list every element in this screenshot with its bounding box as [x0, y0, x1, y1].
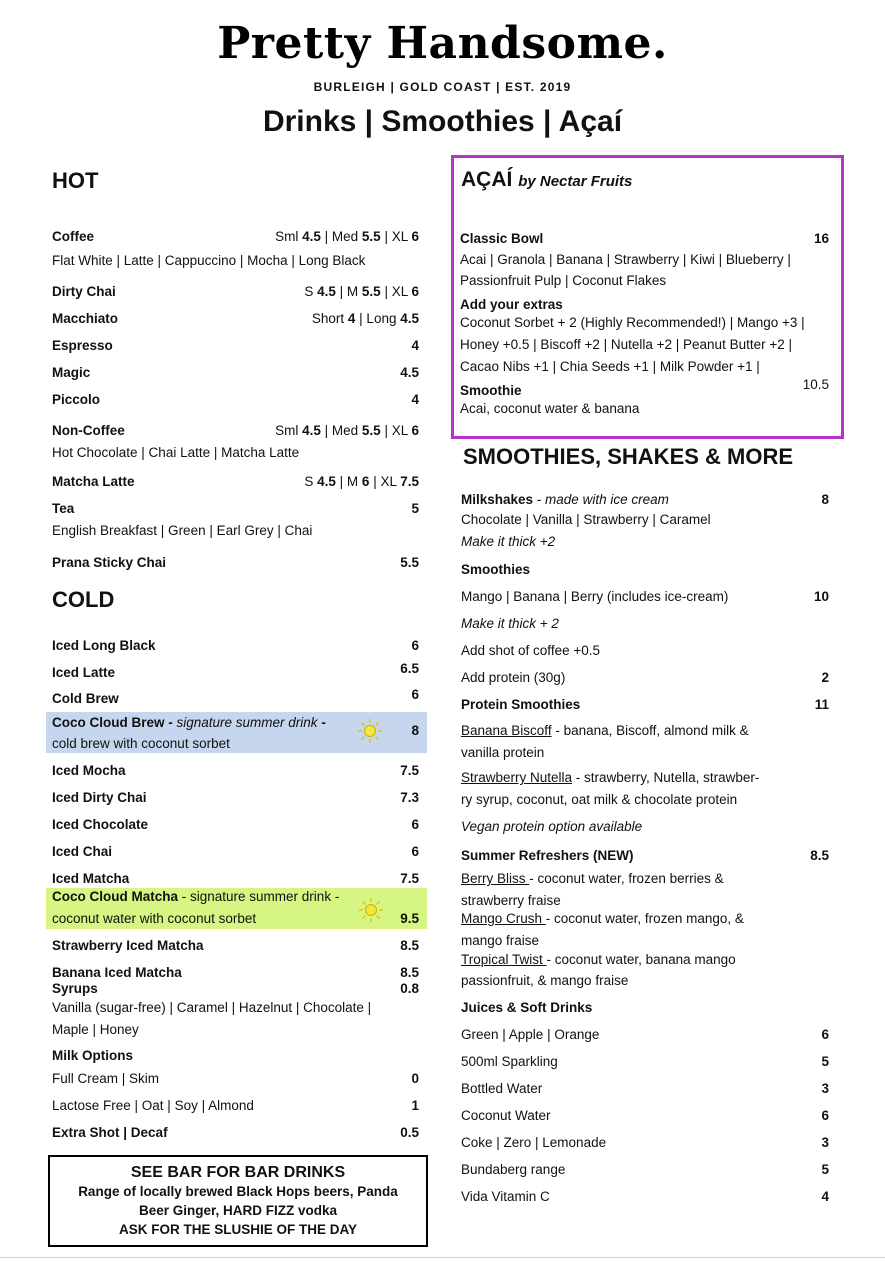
item-price: Sml 4.5 | Med 5.5 | XL 6: [275, 423, 419, 438]
item-description: passionfruit, & mango fraise: [461, 973, 629, 988]
menu-item-add-protein: [461, 668, 829, 688]
item-name: Coffee: [52, 229, 95, 244]
item-name: Iced Matcha: [52, 871, 130, 886]
menu-item-milkshakes: [461, 490, 829, 510]
item-price: 4: [411, 338, 419, 353]
cold-heading: COLD: [52, 587, 115, 612]
item-name: Iced Chai: [52, 844, 113, 859]
acai-heading: [461, 168, 632, 192]
item-price: 4: [411, 392, 419, 407]
item-description: coconut water with coconut sorbet: [52, 911, 257, 926]
item-price: 7.3: [400, 790, 419, 805]
item-description: Honey +0.5 | Biscoff +2 | Nutella +2 | Peanut Butter +2 |: [460, 337, 792, 352]
item-description: Cacao Nibs +1 | Chia Seeds +1 | Milk Powder +1 |: [460, 359, 760, 374]
item-name: Bottled Water: [461, 1081, 543, 1096]
item-name: Macchiato: [52, 311, 119, 326]
item-price: 10.5: [802, 377, 829, 392]
item-description: ry syrup, coconut, oat milk & chocolate protein: [461, 792, 738, 807]
item-price: 2: [821, 670, 829, 685]
item-description: Add shot of coffee +0.5: [461, 643, 600, 658]
item-name: Juices & Soft Drinks: [461, 1000, 593, 1015]
item-price: 5: [821, 1054, 829, 1069]
item-price: Short 4 | Long 4.5: [311, 311, 419, 326]
item-name: Coke | Zero | Lemonade: [461, 1135, 607, 1150]
item-name: Banana Iced Matcha: [52, 965, 182, 980]
item-name: Extra Shot | Decaf: [52, 1125, 168, 1140]
refresher-item-mango-crush: Mango Crush - coconut water, frozen mango, &: [461, 911, 744, 926]
item-description: Vegan protein option available: [461, 819, 643, 834]
item-description: Acai | Granola | Banana | Strawberry | Kiwi | Blueberry |: [460, 252, 791, 267]
item-name: Smoothie: [460, 383, 522, 398]
item-description: Chocolate | Vanilla | Strawberry | Caramel: [461, 512, 711, 527]
item-price: 6.5: [400, 661, 419, 676]
item-name: Cold Brew: [52, 691, 119, 706]
item-price: 5: [821, 1162, 829, 1177]
menu-item-prana: [52, 553, 419, 573]
item-description: Passionfruit Pulp | Coconut Flakes: [460, 273, 667, 288]
menu-item-coke: [461, 1133, 829, 1153]
item-description: English Breakfast | Green | Earl Grey | Chai: [52, 523, 313, 538]
item-price: 6: [821, 1108, 829, 1123]
bar-line: Beer Ginger, HARD FIZZ vodka: [138, 1203, 338, 1218]
item-name: Iced Dirty Chai: [52, 790, 147, 805]
smoothies-subheading: [461, 560, 829, 580]
item-description: Make it thick + 2: [461, 616, 559, 631]
acai-smoothie-price-row: [460, 375, 829, 395]
item-name: Matcha Latte: [52, 474, 135, 489]
item-name: Iced Latte: [52, 665, 116, 680]
item-name: Iced Chocolate: [52, 817, 149, 832]
brand-title: Pretty Handsome.: [217, 18, 668, 69]
item-price: 4.5: [400, 365, 419, 380]
menu-item-classic-bowl: [460, 229, 829, 249]
menu-item-summer-refreshers: [461, 846, 829, 866]
item-price: 11: [814, 697, 829, 712]
item-name: Coco Cloud Brew -: [52, 715, 177, 730]
menu-item-piccolo: [52, 390, 419, 410]
item-description: vanilla protein: [461, 745, 545, 760]
smoothies-heading: SMOOTHIES, SHAKES & MORE: [463, 444, 794, 469]
menu-item-dirty-chai: [52, 282, 419, 302]
item-name: Summer Refreshers (NEW): [461, 848, 634, 863]
item-name: Piccolo: [52, 392, 101, 407]
item-name: Coconut Water: [461, 1108, 551, 1123]
menu-item-matcha-latte: [52, 472, 419, 492]
item-name: Non-Coffee: [52, 423, 125, 438]
item-price: 6: [411, 844, 419, 859]
item-price: 8.5: [400, 965, 419, 980]
item-description: mango fraise: [461, 933, 540, 948]
bar-line: Range of locally brewed Black Hops beers, Panda: [78, 1184, 398, 1199]
menu-item-bottled-water: [461, 1079, 829, 1099]
sun-icon: [358, 897, 384, 923]
milk-options-heading: [52, 1046, 419, 1066]
menu-item-iced-latte: [52, 663, 419, 683]
item-price: 8: [821, 492, 829, 507]
item-price: 16: [813, 231, 829, 246]
item-note: - signature summer drink -: [178, 889, 340, 904]
item-price: 3: [821, 1135, 829, 1150]
item-price: 8: [411, 723, 419, 738]
menu-item-iced-chai: [52, 842, 419, 862]
item-name: Lactose Free | Oat | Soy | Almond: [52, 1098, 254, 1113]
item-name: Green | Apple | Orange: [461, 1027, 600, 1042]
menu-item-vida: [461, 1187, 829, 1207]
item-price: 6: [411, 638, 419, 653]
item-name: Mango | Banana | Berry (includes ice-cream): [461, 589, 729, 604]
menu-item-juice: [461, 1025, 829, 1045]
item-name: 500ml Sparkling: [461, 1054, 558, 1069]
item-price: 5: [411, 501, 419, 516]
menu-item-full-cream: [52, 1069, 419, 1089]
item-name: Smoothies: [461, 562, 531, 577]
item-name: Espresso: [52, 338, 113, 353]
menu-item-cold-brew: [52, 689, 419, 709]
bar-title: SEE BAR FOR BAR DRINKS: [130, 1164, 346, 1181]
juices-heading: [461, 998, 829, 1018]
menu-item-lactose-free: [52, 1096, 419, 1116]
item-price: 0.5: [400, 1125, 419, 1140]
acai-title: AÇAÍ: [461, 168, 513, 191]
item-description: Maple | Honey: [52, 1022, 139, 1037]
menu-item-iced-mocha: [52, 761, 419, 781]
menu-item-coffee: [52, 227, 419, 247]
item-price: 10: [813, 589, 829, 604]
item-price: 7.5: [400, 763, 419, 778]
menu-item-strawberry-iced-matcha: [52, 936, 419, 956]
acai-supplier: by Nectar Fruits: [518, 173, 633, 190]
item-name: Prana Sticky Chai: [52, 555, 167, 570]
menu-subtitle: Drinks | Smoothies | Açaí: [262, 105, 623, 138]
item-name: Protein Smoothies: [461, 697, 581, 712]
menu-item-iced-chocolate: [52, 815, 419, 835]
menu-item-smoothies: [461, 587, 829, 607]
menu-item-espresso: [52, 336, 419, 356]
item-name: Magic: [52, 365, 91, 380]
item-price: 9.5: [400, 911, 419, 926]
item-price: 4: [821, 1189, 829, 1204]
item-name: Syrups: [52, 981, 98, 996]
item-price: 5.5: [400, 555, 419, 570]
item-price: 8.5: [400, 938, 419, 953]
item-price: 7.5: [400, 871, 419, 886]
item-name: Add protein (30g): [461, 670, 566, 685]
item-price: 6: [411, 687, 419, 702]
item-description: Vanilla (sugar-free) | Caramel | Hazelnut | Chocolate |: [52, 1000, 372, 1015]
item-name: Bundaberg range: [461, 1162, 566, 1177]
item-name: Add your extras: [460, 297, 563, 312]
menu-item-tea: [52, 499, 419, 519]
menu-item-magic: [52, 363, 419, 383]
menu-item-sparkling: [461, 1052, 829, 1072]
refresher-item-tropical-twist: Tropical Twist - coconut water, banana mango: [461, 952, 736, 967]
item-price: 6: [821, 1027, 829, 1042]
page-bottom-divider: [0, 1257, 885, 1258]
menu-item-extra-shot: [52, 1123, 419, 1143]
item-price: 1: [411, 1098, 419, 1113]
sun-icon: [357, 718, 383, 744]
item-description: Flat White | Latte | Cappuccino | Mocha | Long Black: [52, 253, 366, 268]
hot-heading: HOT: [52, 168, 99, 193]
item-name: Tea: [52, 501, 75, 516]
menu-item-macchiato: [52, 309, 419, 329]
item-description: strawberry fraise: [461, 893, 561, 908]
item-name: Iced Long Black: [52, 638, 156, 653]
item-description: Hot Chocolate | Chai Latte | Matcha Latte: [52, 445, 300, 460]
menu-item-bundaberg: [461, 1160, 829, 1180]
menu-item-syrups: [52, 979, 419, 999]
item-price: 0.8: [400, 981, 419, 996]
menu-item-iced-dirty-chai: [52, 788, 419, 808]
item-name: Iced Mocha: [52, 763, 126, 778]
item-description: Acai, coconut water & banana: [460, 401, 640, 416]
item-note-dash: -: [317, 715, 326, 730]
refresher-item-berry-bliss: Berry Bliss - coconut water, frozen berries &: [461, 871, 724, 886]
menu-item-protein-smoothies: [461, 695, 829, 715]
menu-item-non-coffee: [52, 421, 419, 441]
item-description: cold brew with coconut sorbet: [52, 736, 230, 751]
item-description: Coconut Sorbet + 2 (Highly Recommended!) | Mango +3 |: [460, 315, 805, 330]
item-name: Vida Vitamin C: [461, 1189, 550, 1204]
bar-drinks-box: [48, 1155, 428, 1247]
item-name: Full Cream | Skim: [52, 1071, 160, 1086]
item-name: Milkshakes - made with ice cream: [461, 492, 669, 507]
item-name: Strawberry Iced Matcha: [52, 938, 204, 953]
menu-item-coco-cloud-matcha: [52, 886, 339, 908]
item-name: Coco Cloud Matcha: [52, 889, 179, 904]
item-price: S 4.5 | M 5.5 | XL 6: [304, 284, 419, 299]
item-price: 6: [411, 817, 419, 832]
item-name: Classic Bowl: [460, 231, 544, 246]
menu-item-iced-long-black: [52, 636, 419, 656]
item-note: signature summer drink: [176, 715, 318, 730]
tagline: BURLEIGH | GOLD COAST | EST. 2019: [313, 80, 572, 94]
menu-item-coconut-water: [461, 1106, 829, 1126]
item-name: Milk Options: [52, 1048, 133, 1063]
bar-line: ASK FOR THE SLUSHIE OF THE DAY: [118, 1222, 358, 1237]
protein-item-strawberry-nutella: Strawberry Nutella - strawberry, Nutella, strawber-: [461, 770, 760, 785]
protein-item-banana-biscoff: Banana Biscoff - banana, Biscoff, almond milk &: [461, 723, 749, 738]
item-description: Make it thick +2: [461, 534, 556, 549]
item-name: Dirty Chai: [52, 284, 116, 299]
item-price: 0: [411, 1071, 419, 1086]
item-price: Sml 4.5 | Med 5.5 | XL 6: [275, 229, 419, 244]
item-price: 3: [821, 1081, 829, 1096]
item-price: 8.5: [810, 848, 829, 863]
item-price: S 4.5 | M 6 | XL 7.5: [304, 474, 419, 489]
